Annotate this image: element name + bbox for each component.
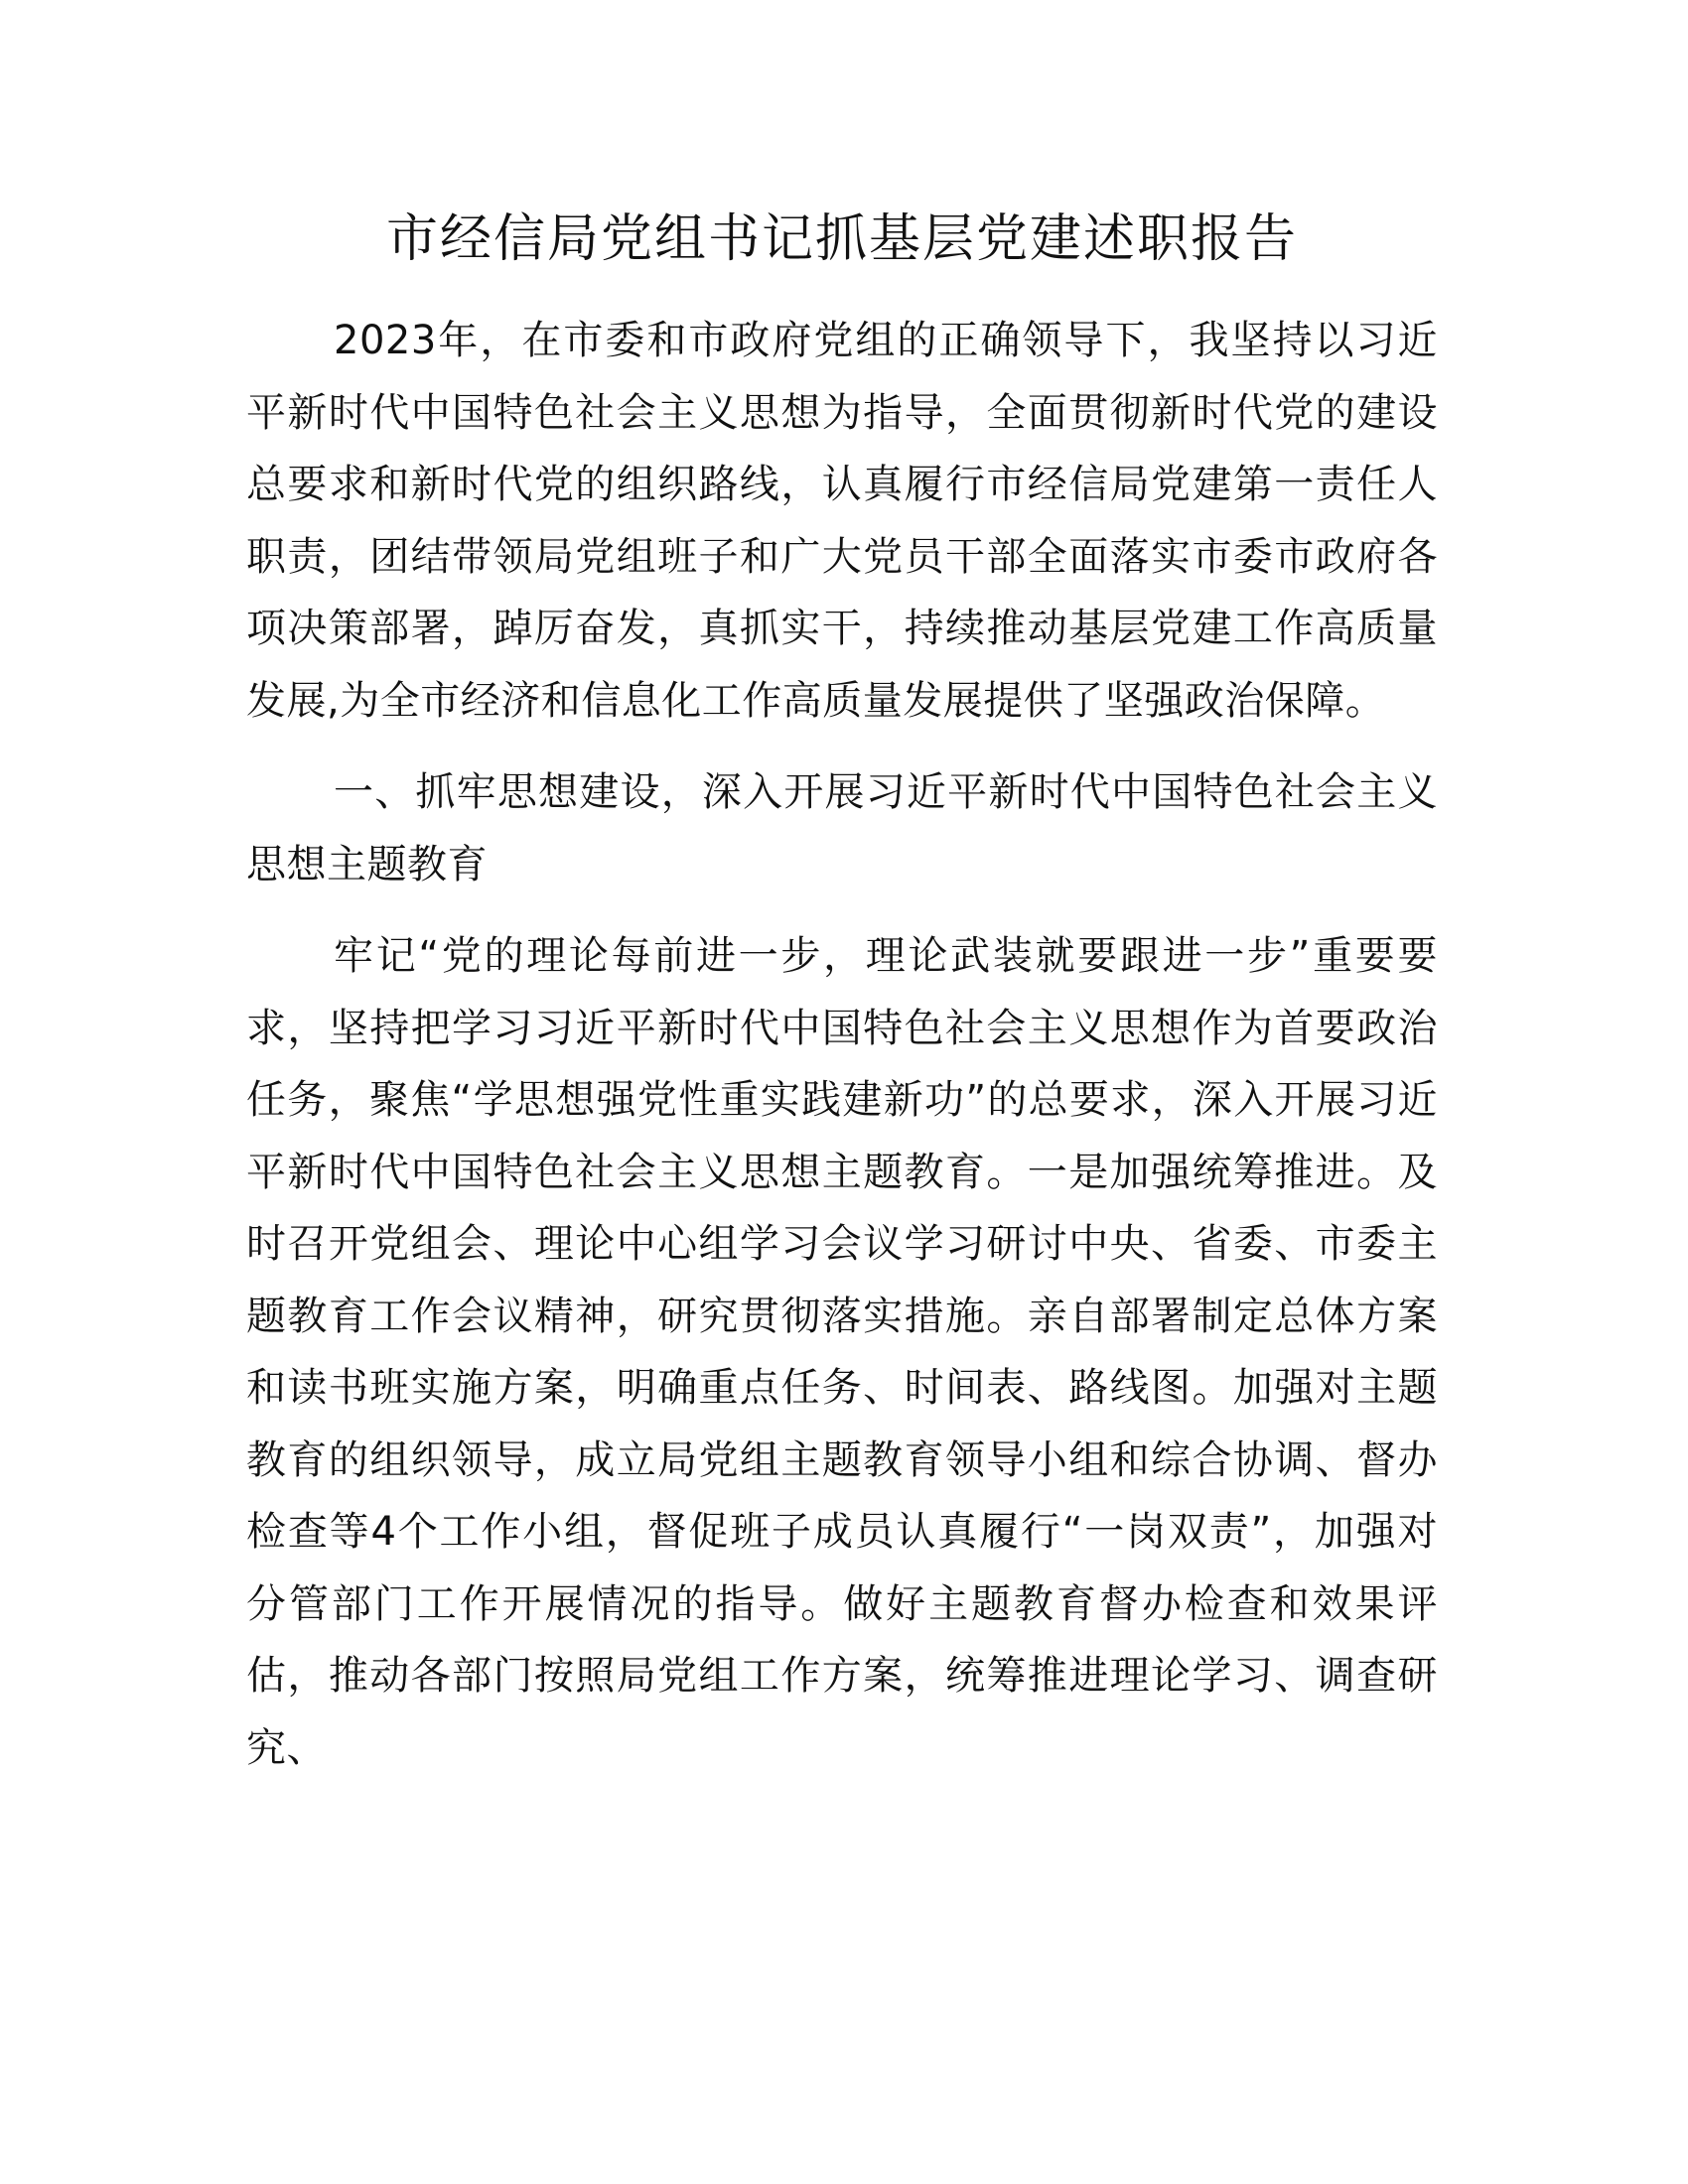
document-body xyxy=(246,204,1438,1804)
document-title: 市经信局党组书记抓基层党建述职报告 xyxy=(385,209,1298,269)
intro-paragraph: 2023年，在市委和市政府党组的正确领导下，我坚持以习近平新时代中国特色社会主义思想为指导，全面贯彻新时代党的建设总要求和新时代党的组织路线，认真履行市经信局党建第一责任人职责，团结带领局党组班子和广大党员干部全面落实市委市政府各项决策部署，踔厉奋发，真抓实干，持续推动基层党建工作高质量发展,为全市经济和信息化工作高质量发展提供了坚强政治保障。 xyxy=(246,318,1438,724)
section-1-paragraph: 牢记“党的理论每前进一步，理论武装就要跟进一步”重要要求，坚持把学习习近平新时代中国特色社会主义思想作为首要政治任务，聚焦“学思想强党性重实践建新功”的总要求，深入开展习近平新时代中国特色社会主义思想主题教育。一是加强统筹推进。及时召开党组会、理论中心组学习会议学习研讨中央、省委、市委主题教育工作会议精神，研究贯彻落实措施。亲自部署制定总体方案和读书班实施方案，明确重点任务、时间表、路线图。加强对主题教育的组织领导，成立局党组主题教育领导小组和综合协调、督办检查等4个工作小组，督促班子成员认真履行“一岗双责”，加强对分管部门工作开展情况的指导。做好主题教育督办检查和效果评估，推动各部门按照局党组工作方案，统筹推进理论学习、调查研究、 xyxy=(246,933,1438,1771)
section-heading-1: 一、抓牢思想建设，深入开展习近平新时代中国特色社会主义思想主题教育 xyxy=(246,769,1438,887)
